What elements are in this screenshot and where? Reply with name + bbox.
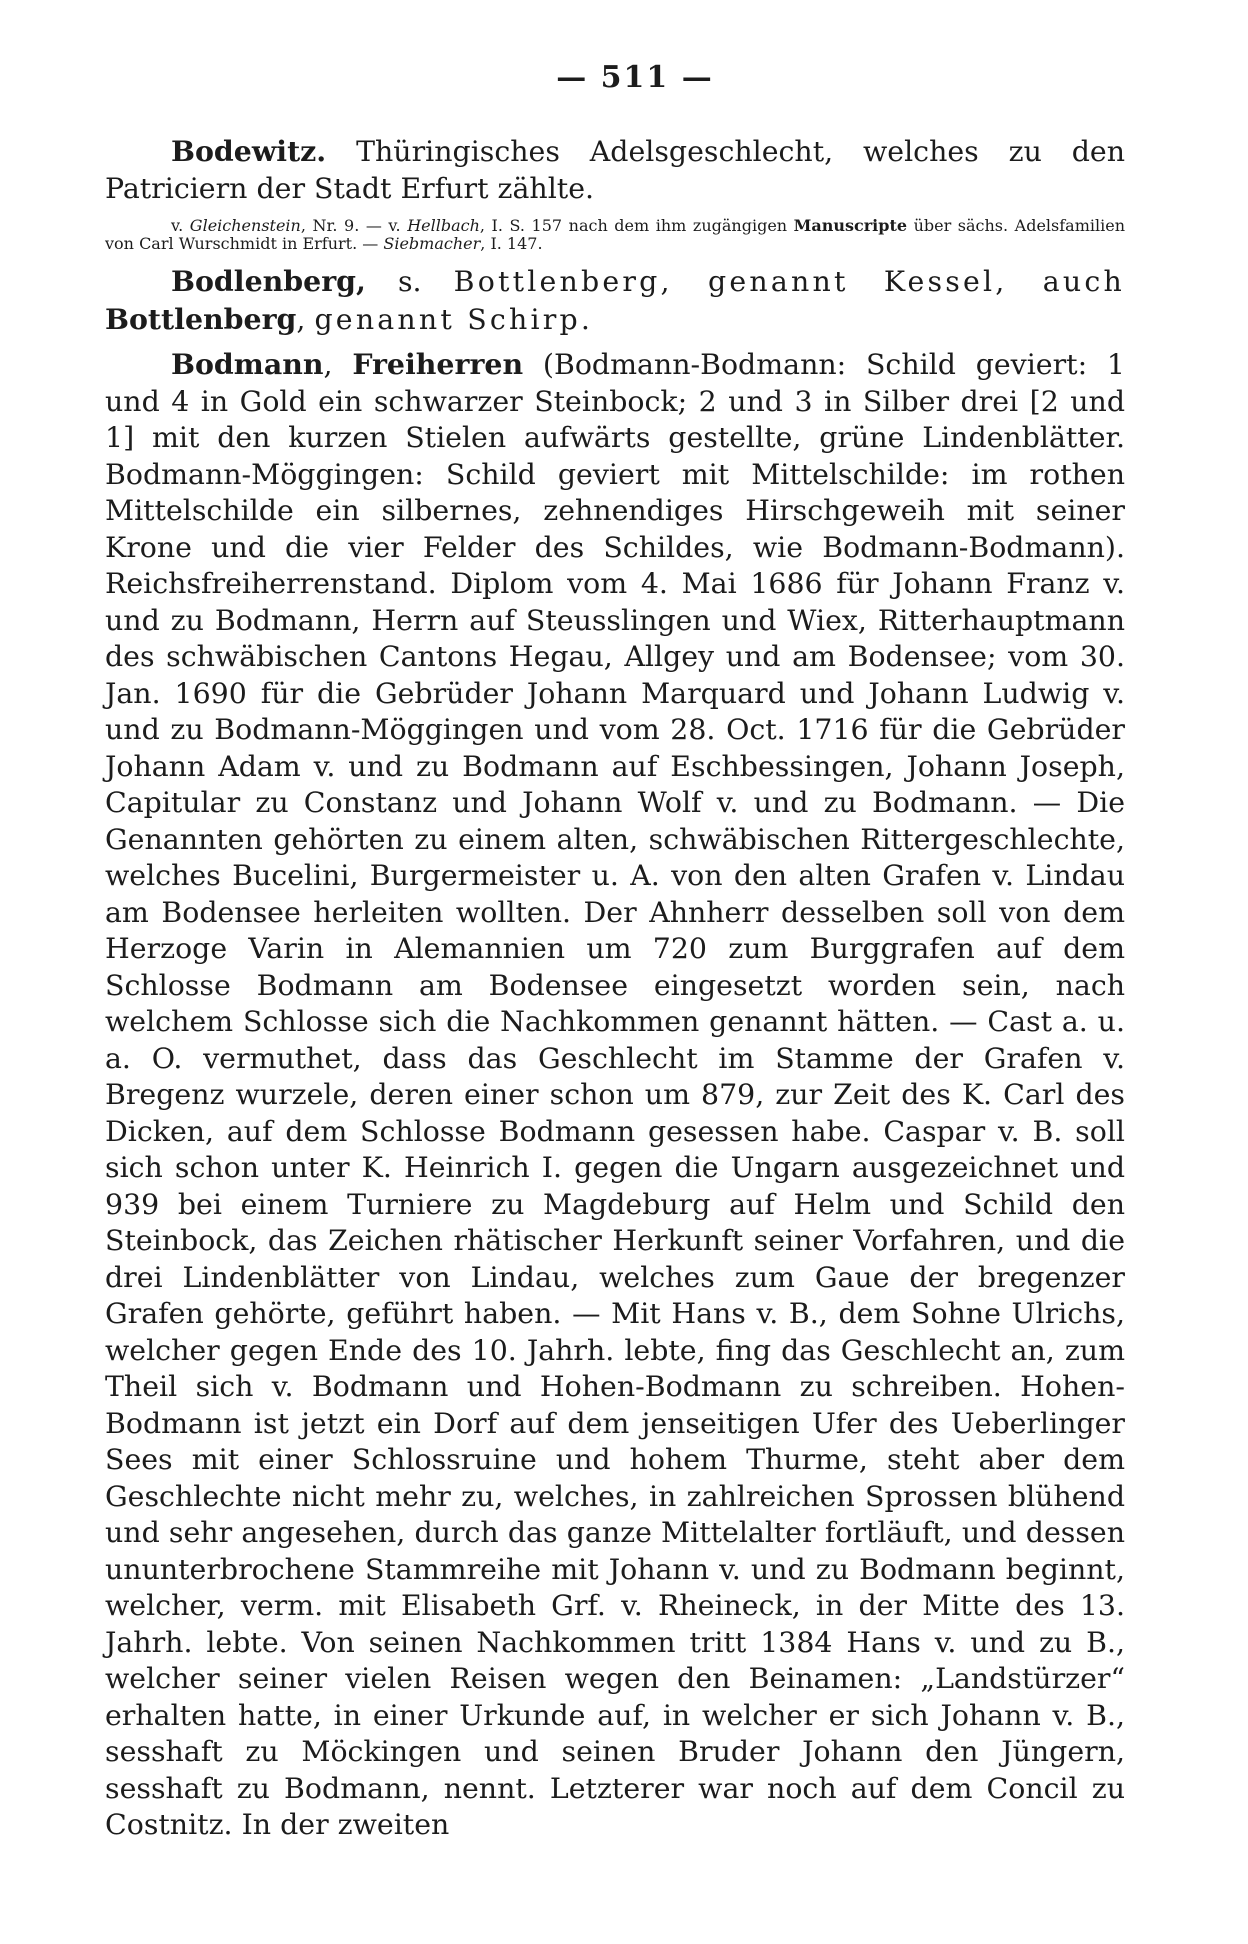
document-page	[105, 60, 1125, 1844]
note-text: , I. 147.	[480, 234, 543, 253]
footnote-bodewitz	[105, 217, 1125, 253]
entry-text-bodmann: (Bodmann-Bodmann: Schild geviert: 1 und 4 in Gold ein schwarzer Steinbock; 2 und 3 in Silber drei [2 und 1] mit den kurzen Stielen aufwärts gestellte, grüne Lindenblätter. Bodmann-Möggingen: Schild geviert mit Mittelschilde: im rothen Mittelschilde ein silbernes, zehnendiges Hirschgeweih mit seiner Krone und die vier Felder des Schildes, wie Bodmann-Bodmann). Reichsfreiherrenstand. Diplom vom 4. Mai 1686 für Johann Franz v. und zu Bodmann, Herrn auf Steusslingen und Wiex, Ritterhauptmann des schwäbischen Cantons Hegau, Allgey und am Bodensee; vom 30. Jan. 1690 für die Gebrüder Johann Marquard und Johann Ludwig v. und zu Bodmann-Möggingen und vom 28. Oct. 1716 für die Gebrüder Johann Adam v. und zu Bodmann auf Eschbessingen, Johann Joseph, Capitular zu Constanz und Johann Wolf v. und zu Bodmann. — Die Genannten gehörten zu einem alten, schwäbischen Rittergeschlechte, welches Bucelini, Burgermeister u. A. von den alten Grafen v. Lindau am Bodensee herleiten wollten. Der Ahnherr desselben soll von dem Herzoge Varin in Alemannien um 720 zum Burggrafen auf dem Schlosse Bodmann am Bodensee eingesetzt worden sein, nach welchem Schlosse sich die Nachkommen genannt hätten. — Cast a. u. a. O. vermuthet, dass das Geschlecht im Stamme der Grafen v. Bregenz wurzele, deren einer schon um 879, zur Zeit des K. Carl des Dicken, auf dem Schlosse Bodmann gesessen habe. Caspar v. B. soll sich schon unter K. Heinrich I. gegen die Ungarn ausgezeichnet und 939 bei einem Turniere zu Magdeburg auf Helm und Schild den Steinbock, das Zeichen rhätischer Herkunft seiner Vorfahren, und die drei Lindenblätter von Lindau, welches zum Gaue der bregenzer Grafen gehörte, geführt haben. — Mit Hans v. B., dem Sohne Ulrichs, welcher gegen Ende des 10. Jahrh. lebte, fing das Geschlecht an, zum Theil sich v. Bodmann und Hohen-Bodmann zu schreiben. Hohen-Bodmann ist jetzt ein Dorf auf dem jenseitigen Ufer des Ueberlinger Sees mit einer Schlossruine und hohem Thurme, steht aber dem Geschlechte nicht mehr zu, welches, in zahlreichen Sprossen blühend und sehr angesehen, durch das ganze Mittelalter fortläuft, und dessen ununterbrochene Stammreihe mit Johann v. und zu Bodmann beginnt, welcher, verm. mit Elisabeth Grf. v. Rheineck, in der Mitte des 13. Jahrh. lebte. Von seinen Nachkommen tritt 1384 Hans v. und zu B., welcher seiner vielen Reisen wegen den Beinamen: „Landstürzer“ erhalten hatte, in einer Urkunde auf, in welcher er sich Johann v. B., sesshaft zu Möckingen und seinen Bruder Johann den Jüngern, sesshaft zu Bodmann, nennt. Letzterer war noch auf dem Concil zu Costnitz. In der zweiten	[105, 348, 1125, 1841]
note-ref-siebmacher: Siebmacher	[383, 234, 481, 253]
note-bold-manuscripte: Manuscripte	[793, 216, 908, 235]
entry-head-bodlenberg: Bodlenberg,	[171, 264, 366, 298]
entry-head-bodmann: Bodmann	[171, 347, 324, 381]
entry-title-freiherren: Freiherren	[352, 347, 524, 381]
entry-text: ,	[296, 302, 315, 336]
entry-head-bodewitz: Bodewitz.	[171, 134, 327, 168]
note-text: , I. S. 157 nach dem ihm zugängigen	[479, 216, 794, 235]
entry-spaced-text: genannt Schirp.	[314, 302, 594, 336]
entry-text: s.	[365, 265, 454, 298]
note-ref-hellbach: Hellbach	[407, 216, 480, 235]
entry-text: ,	[323, 348, 353, 381]
entry-bodewitz	[105, 133, 1125, 207]
entry-bodlenberg	[105, 263, 1125, 338]
note-text: über sächs. Adelsfamilien von Carl Wurschmidt in Erfurt. —	[105, 216, 1126, 253]
entry-text-bodewitz: Thüringisches Adelsgeschlecht, welches zu den Patriciern der Stadt Erfurt zählte.	[105, 135, 1125, 205]
entry-spaced-text: Bottlenberg, genannt Kessel, auch	[453, 265, 1125, 298]
entry-bold-bottlenberg: Bottlenberg	[105, 301, 297, 336]
page-number: — 511 —	[556, 60, 714, 95]
note-ref-gleichenstein: Gleichenstein	[189, 216, 301, 235]
note-text: v.	[171, 216, 190, 235]
note-text: , Nr. 9. — v.	[300, 216, 408, 235]
entry-bodmann	[105, 346, 1125, 1844]
